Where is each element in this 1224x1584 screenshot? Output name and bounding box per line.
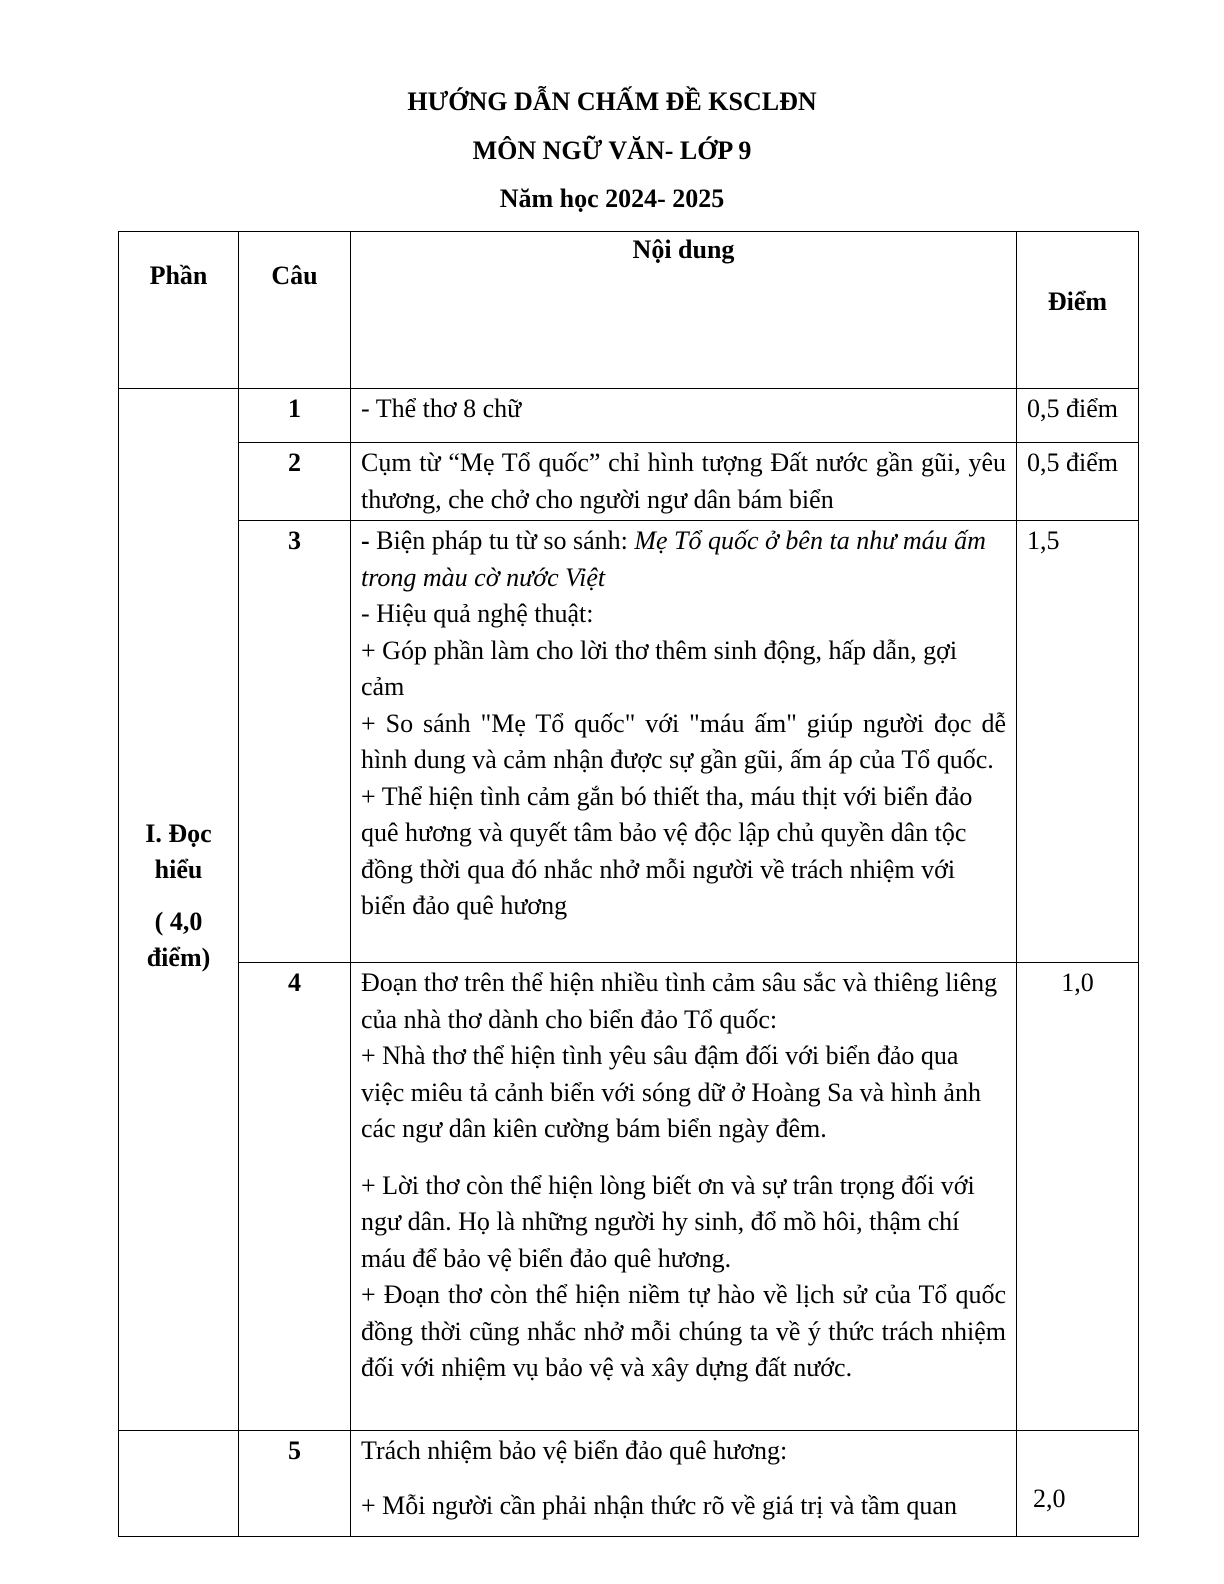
answer-line: - Hiệu quả nghệ thuật:	[361, 599, 594, 628]
part-label-cell	[119, 1431, 239, 1537]
quoted-verse: Mẹ Tổ quốc ở bên ta như máu ấm trong màu cờ nước Việt	[361, 526, 986, 592]
question-number: 1	[239, 389, 351, 443]
score-value: 0,5 điểm	[1017, 389, 1139, 443]
column-header-score: Điểm	[1017, 232, 1139, 389]
question-number: 4	[239, 963, 351, 1431]
header-row	[119, 232, 1139, 389]
question-number: 3	[239, 521, 351, 963]
column-header-question: Câu	[239, 232, 351, 389]
device-label: Biện pháp tu từ so sánh:	[376, 526, 635, 555]
answer-content	[351, 963, 1017, 1431]
score-value: 0,5 điểm	[1017, 443, 1139, 521]
paragraph-gap	[361, 1148, 1006, 1168]
answer-content	[351, 521, 1017, 963]
score-value: 1,5	[1017, 521, 1139, 963]
table-row	[119, 443, 1139, 521]
part-label-cell	[119, 389, 239, 1431]
table-row	[119, 963, 1139, 1431]
answer-line: + Đoạn thơ còn thể hiện niềm tự hào về lịch sử của Tổ quốc đồng thời cũng nhắc nhở mỗi chúng ta về ý thức trách nhiệm đối với nhiệm vụ bảo vệ và xây dựng đất nước.	[361, 1280, 1006, 1382]
part-label: I. Đọc	[145, 818, 212, 848]
answer-line: + So sánh "Mẹ Tổ quốc" với "máu ấm" giúp người đọc dễ hình dung và cảm nhận được sự gần gũi, ấm áp của Tổ quốc.	[361, 708, 1006, 774]
bullet-dash: -	[361, 526, 377, 555]
answer-line: Trách nhiệm bảo vệ biển đảo quê hương:	[361, 1436, 788, 1465]
answer-line: + Mỗi người cần phải nhận thức rõ về giá trị và tầm quan	[361, 1490, 957, 1520]
question-number: 2	[239, 443, 351, 521]
answer-line	[361, 523, 1006, 596]
score-value: 1,0	[1017, 963, 1139, 1431]
grading-table	[118, 231, 1139, 1537]
title-line-2: MÔN NGỮ VĂN- LỚP 9	[472, 136, 752, 165]
answer-line: + Góp phần làm cho lời thơ thêm sinh động, hấp dẫn, gợi cảm	[361, 635, 958, 701]
answer-content	[351, 443, 1017, 521]
column-header-content: Nội dung	[351, 232, 1017, 389]
title-line-1: HƯỚNG DẪN CHẤM ĐỀ KSCLĐN	[407, 87, 817, 116]
answer-line: - Thể thơ 8 chữ	[361, 394, 522, 423]
paragraph-gap	[361, 1470, 1006, 1488]
part-score: ( 4,0	[154, 906, 203, 936]
table-row	[119, 389, 1139, 443]
answer-content	[351, 389, 1017, 443]
answer-line: + Thể hiện tình cảm gắn bó thiết tha, máu thịt với biển đảo quê hương và quyết tâm bảo vệ độc lập chủ quyền dân tộc đồng thời qua đó nhắc nhở mỗi người về trách nhiệm với biển đảo quê hương	[361, 781, 973, 920]
table-row	[119, 521, 1139, 963]
answer-line: Đoạn thơ trên thể hiện nhiều tình cảm sâu sắc và thiêng liêng của nhà thơ dành cho biển đảo Tổ quốc:	[361, 968, 998, 1034]
part-label: hiểu	[154, 854, 203, 884]
title-line-3: Năm học 2024- 2025	[499, 184, 725, 213]
answer-line: + Nhà thơ thể hiện tình yêu sâu đậm đối với biển đảo qua việc miêu tả cảnh biển với sóng dữ ở Hoàng Sa và hình ảnh các ngư dân kiên cường bám biển ngày đêm.	[361, 1041, 981, 1143]
answer-line: + Lời thơ còn thể hiện lòng biết ơn và sự trân trọng đối với ngư dân. Họ là những người hy sinh, đổ mồ hôi, thậm chí máu để bảo vệ biển đảo quê hương.	[361, 1170, 975, 1273]
answer-line: Cụm từ “Mẹ Tổ quốc” chỉ hình tượng Đất nước gần gũi, yêu thương, che chở cho người ngư dân bám biển	[361, 448, 1006, 514]
score-value: 2,0	[1017, 1431, 1139, 1537]
table-row	[119, 1431, 1139, 1537]
answer-content	[351, 1431, 1017, 1537]
part-score: điểm)	[146, 942, 211, 972]
column-header-part: Phần	[119, 232, 239, 389]
question-number: 5	[239, 1431, 351, 1537]
